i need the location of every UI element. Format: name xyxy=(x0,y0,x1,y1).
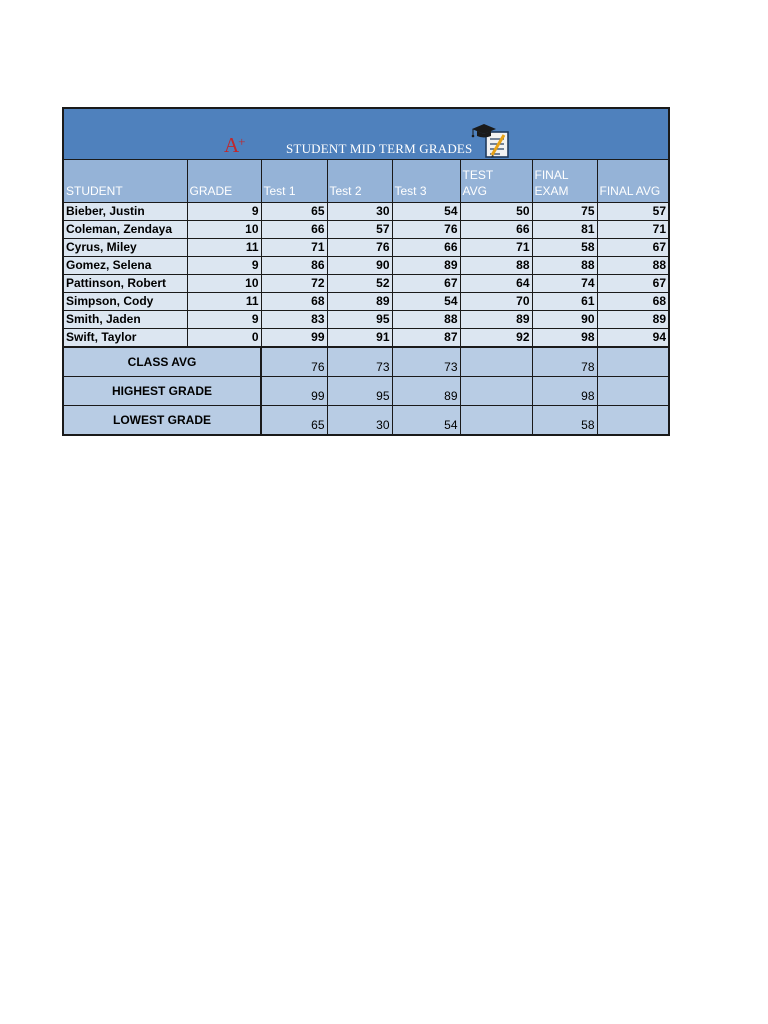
test2-score[interactable]: 76 xyxy=(327,239,392,257)
header-final-exam-line2: EXAM xyxy=(534,184,569,198)
final-exam-score[interactable]: 61 xyxy=(532,293,597,311)
grades-table xyxy=(64,160,668,434)
test1-score[interactable]: 68 xyxy=(261,293,327,311)
highest-grade-test-avg[interactable] xyxy=(460,377,532,406)
header-grade: GRADE xyxy=(187,160,261,203)
final-avg-score[interactable]: 67 xyxy=(597,239,668,257)
header-test-avg-line1: TEST xyxy=(462,168,494,182)
final-avg-score[interactable]: 67 xyxy=(597,275,668,293)
table-row xyxy=(64,311,668,329)
student-name[interactable]: Smith, Jaden xyxy=(64,311,187,329)
title-band xyxy=(64,109,668,160)
graduation-cap-icon xyxy=(470,123,510,159)
highest-grade-row xyxy=(64,377,668,406)
highest-grade-test1[interactable]: 99 xyxy=(261,377,327,406)
final-exam-score[interactable]: 75 xyxy=(532,203,597,221)
test1-score[interactable]: 99 xyxy=(261,329,327,348)
test2-score[interactable]: 57 xyxy=(327,221,392,239)
a-plus-letter: A xyxy=(224,133,240,157)
final-exam-score[interactable]: 90 xyxy=(532,311,597,329)
class-avg-test2[interactable]: 73 xyxy=(327,347,392,377)
lowest-grade-label: LOWEST GRADE xyxy=(64,406,261,435)
student-grade[interactable]: 9 xyxy=(187,311,261,329)
test2-score[interactable]: 90 xyxy=(327,257,392,275)
test3-score[interactable]: 67 xyxy=(392,275,460,293)
header-test-avg-line2: AVG xyxy=(462,184,487,198)
test1-score[interactable]: 83 xyxy=(261,311,327,329)
header-test1: Test 1 xyxy=(261,160,327,203)
student-name[interactable]: Bieber, Justin xyxy=(64,203,187,221)
final-avg-score[interactable]: 71 xyxy=(597,221,668,239)
test1-score[interactable]: 66 xyxy=(261,221,327,239)
class-avg-test-avg[interactable] xyxy=(460,347,532,377)
final-exam-score[interactable]: 74 xyxy=(532,275,597,293)
test1-score[interactable]: 65 xyxy=(261,203,327,221)
student-grade[interactable]: 10 xyxy=(187,275,261,293)
test3-score[interactable]: 66 xyxy=(392,239,460,257)
lowest-grade-test-avg[interactable] xyxy=(460,406,532,435)
sheet-title: STUDENT MID TERM GRADES xyxy=(286,141,473,156)
final-avg-score[interactable]: 57 xyxy=(597,203,668,221)
test-avg-score[interactable]: 89 xyxy=(460,311,532,329)
test3-score[interactable]: 76 xyxy=(392,221,460,239)
student-grade[interactable]: 9 xyxy=(187,257,261,275)
student-name[interactable]: Cyrus, Miley xyxy=(64,239,187,257)
student-grade[interactable]: 11 xyxy=(187,239,261,257)
test2-score[interactable]: 95 xyxy=(327,311,392,329)
test3-score[interactable]: 89 xyxy=(392,257,460,275)
lowest-grade-test3[interactable]: 54 xyxy=(392,406,460,435)
table-row xyxy=(64,275,668,293)
class-avg-row xyxy=(64,347,668,377)
test-avg-score[interactable]: 66 xyxy=(460,221,532,239)
lowest-grade-final-exam[interactable]: 58 xyxy=(532,406,597,435)
grades-sheet xyxy=(62,107,670,436)
test-avg-score[interactable]: 92 xyxy=(460,329,532,348)
table-row xyxy=(64,239,668,257)
class-avg-test3[interactable]: 73 xyxy=(392,347,460,377)
class-avg-label: CLASS AVG xyxy=(64,347,261,377)
table-row xyxy=(64,221,668,239)
test-avg-score[interactable]: 71 xyxy=(460,239,532,257)
header-test-avg xyxy=(460,160,532,203)
header-student: STUDENT xyxy=(64,160,187,203)
student-grade[interactable]: 10 xyxy=(187,221,261,239)
student-grade[interactable]: 0 xyxy=(187,329,261,348)
test1-score[interactable]: 71 xyxy=(261,239,327,257)
highest-grade-final-exam[interactable]: 98 xyxy=(532,377,597,406)
lowest-grade-final-avg[interactable] xyxy=(597,406,668,435)
lowest-grade-row xyxy=(64,406,668,435)
class-avg-final-exam[interactable]: 78 xyxy=(532,347,597,377)
header-final-exam-line1: FINAL xyxy=(534,168,569,182)
highest-grade-label: HIGHEST GRADE xyxy=(64,377,261,406)
test-avg-score[interactable]: 88 xyxy=(460,257,532,275)
student-name[interactable]: Gomez, Selena xyxy=(64,257,187,275)
test-avg-score[interactable]: 50 xyxy=(460,203,532,221)
test1-score[interactable]: 72 xyxy=(261,275,327,293)
final-exam-score[interactable]: 58 xyxy=(532,239,597,257)
class-avg-test1[interactable]: 76 xyxy=(261,347,327,377)
test-avg-score[interactable]: 64 xyxy=(460,275,532,293)
header-test3: Test 3 xyxy=(392,160,460,203)
header-test2: Test 2 xyxy=(327,160,392,203)
test2-score[interactable]: 89 xyxy=(327,293,392,311)
test-avg-score[interactable]: 70 xyxy=(460,293,532,311)
final-avg-score[interactable]: 94 xyxy=(597,329,668,348)
final-exam-score[interactable]: 88 xyxy=(532,257,597,275)
final-avg-score[interactable]: 68 xyxy=(597,293,668,311)
highest-grade-test3[interactable]: 89 xyxy=(392,377,460,406)
test3-score[interactable]: 87 xyxy=(392,329,460,348)
student-grade[interactable]: 9 xyxy=(187,203,261,221)
table-row xyxy=(64,203,668,221)
test3-score[interactable]: 88 xyxy=(392,311,460,329)
lowest-grade-test1[interactable]: 65 xyxy=(261,406,327,435)
final-avg-score[interactable]: 89 xyxy=(597,311,668,329)
a-plus-icon xyxy=(224,135,246,156)
test3-score[interactable]: 54 xyxy=(392,203,460,221)
highest-grade-test2[interactable]: 95 xyxy=(327,377,392,406)
header-final-avg: FINAL AVG xyxy=(597,160,668,203)
table-row xyxy=(64,257,668,275)
test2-score[interactable]: 52 xyxy=(327,275,392,293)
header-final-exam xyxy=(532,160,597,203)
header-row xyxy=(64,160,668,203)
test2-score[interactable]: 30 xyxy=(327,203,392,221)
a-plus-mark: + xyxy=(238,134,246,149)
test3-score[interactable]: 54 xyxy=(392,293,460,311)
table-row xyxy=(64,329,668,348)
test2-score[interactable]: 91 xyxy=(327,329,392,348)
final-exam-score[interactable]: 81 xyxy=(532,221,597,239)
student-name[interactable]: Simpson, Cody xyxy=(64,293,187,311)
final-avg-score[interactable]: 88 xyxy=(597,257,668,275)
table-row xyxy=(64,293,668,311)
final-exam-score[interactable]: 98 xyxy=(532,329,597,348)
student-name[interactable]: Coleman, Zendaya xyxy=(64,221,187,239)
student-name[interactable]: Swift, Taylor xyxy=(64,329,187,348)
student-name[interactable]: Pattinson, Robert xyxy=(64,275,187,293)
lowest-grade-test2[interactable]: 30 xyxy=(327,406,392,435)
class-avg-final-avg[interactable] xyxy=(597,347,668,377)
test1-score[interactable]: 86 xyxy=(261,257,327,275)
student-grade[interactable]: 11 xyxy=(187,293,261,311)
highest-grade-final-avg[interactable] xyxy=(597,377,668,406)
